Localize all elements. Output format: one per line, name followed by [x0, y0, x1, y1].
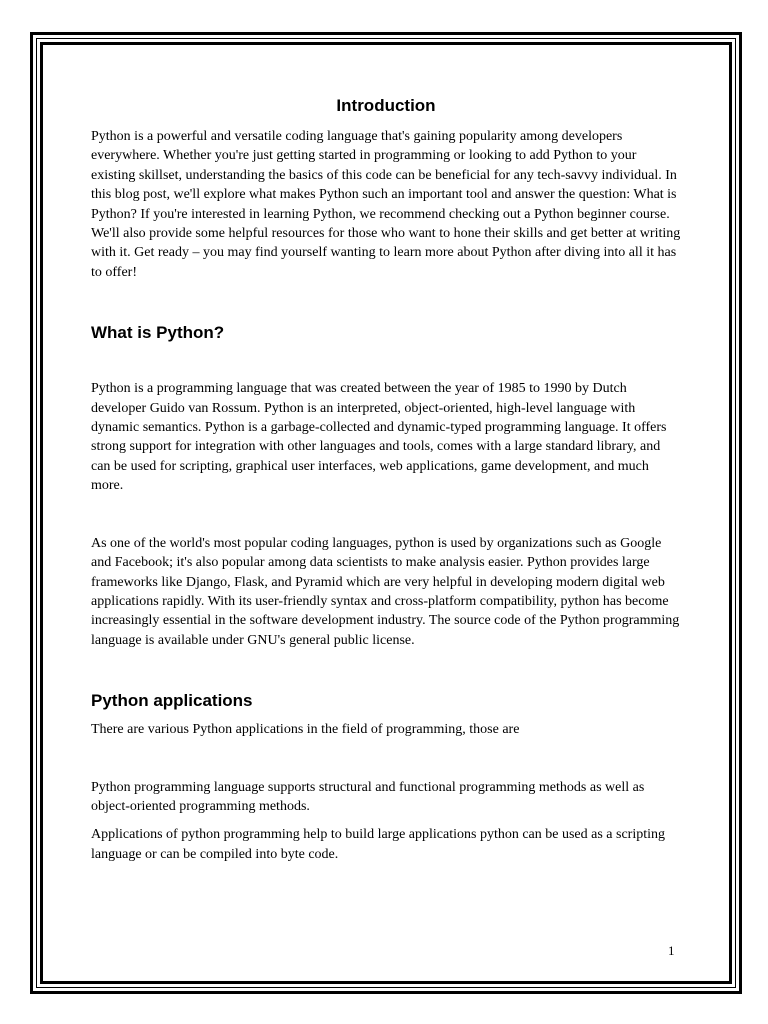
applications-intro-paragraph: There are various Python applications in the field of programming, those are — [91, 722, 520, 738]
applications-paragraph-1: Python programming language supports structural and functional programming methods as well as object-oriented programming methods. — [91, 779, 645, 814]
python-applications-heading: Python applications — [91, 691, 253, 711]
what-is-python-paragraph-2: As one of the world's most popular coding languages, python is used by organizations such as Google and Facebook; it's also popular among data scientists to make analysis easier. Python provides large frameworks like Django, Flask, and Pyramid which are very helpful in developing modern digital web applications rapidly. With its user-friendly syntax and cross-platform compatibility, python has become increasingly essential in the software development industry. The source code of the Python programming language is available under GNU's general public license. — [91, 535, 680, 648]
document-body — [91, 96, 681, 864]
introduction-heading: Introduction — [336, 96, 436, 115]
applications-paragraph-2: Applications of python programming help to build large applications python can be used as a scripting language or can be compiled into byte code. — [91, 827, 666, 862]
what-is-python-heading: What is Python? — [91, 323, 225, 343]
what-is-python-paragraph-1: Python is a programming language that was created between the year of 1985 to 1990 by Dutch developer Guido van Rossum. Python is an interpreted, object-oriented, high-level language with dynamic semantics. Python is a garbage-collected and dynamic-typed programming language. It offers strong support for integration with other languages and tools, comes with a large standard library, and can be used for scripting, graphical user interfaces, web applications, game development, and much more. — [91, 381, 667, 494]
introduction-paragraph: Python is a powerful and versatile coding language that's gaining popularity among developers everywhere. Whether you're just getting started in programming or looking to add Python to your existing skillset, understanding the basics of this code can be beneficial for any tech-savvy individual. In this blog post, we'll explore what makes Python such an important tool and answer the question: What is Python? If you're interested in learning Python, we recommend checking out a Python beginner course. We'll also provide some helpful resources for those who want to hone their skills and get better at writing with it. Get ready – you may find yourself wanting to learn more about Python after diving into all it has to offer! — [91, 129, 681, 280]
page-number: 1 — [668, 943, 675, 958]
